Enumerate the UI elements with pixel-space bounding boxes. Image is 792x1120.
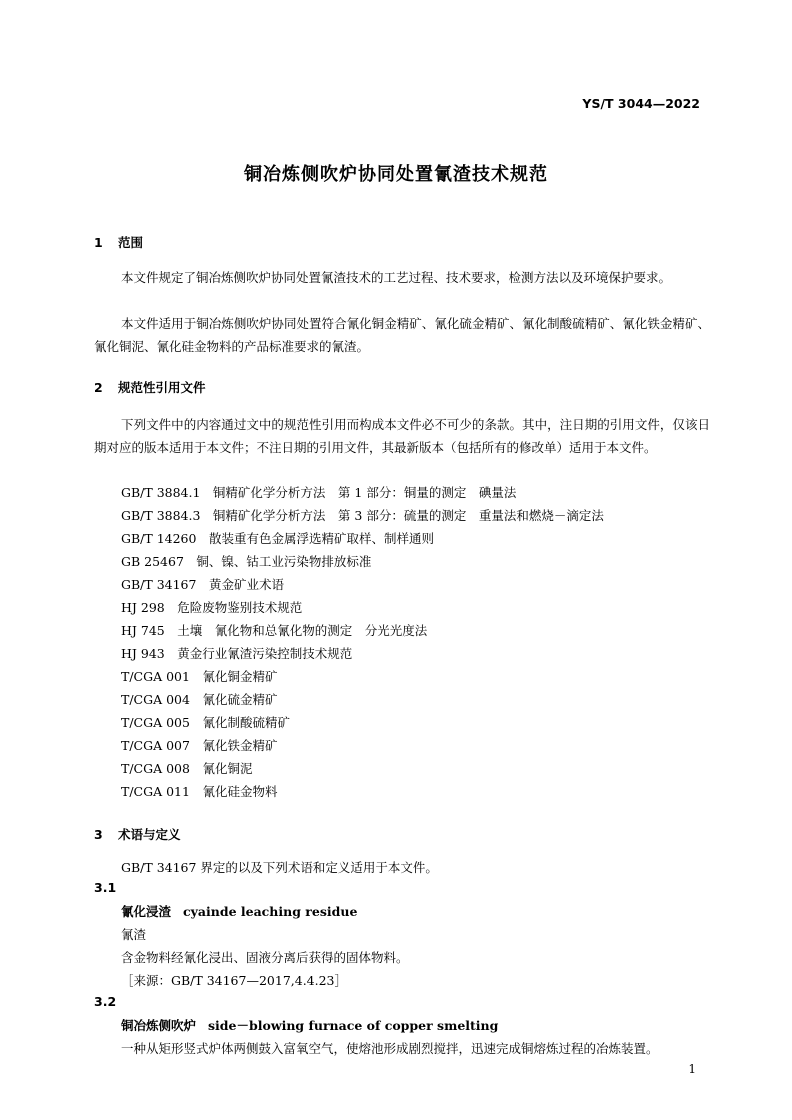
term-zh: 铜冶炼侧吹炉 <box>121 1018 197 1033</box>
section-1-paragraph-2: 本文件适用于铜冶炼侧吹炉协同处置符合氰化铜金精矿、氰化硫金精矿、氰化制酸硫精矿、氰化铁金精矿、氰化铜泥、氰化硅金物料的产品标准要求的氰渣。 <box>94 316 710 354</box>
reference-item: T/CGA 001 氰化铜金精矿 <box>121 669 278 684</box>
reference-item: T/CGA 008 氰化铜泥 <box>121 761 253 776</box>
reference-item: GB/T 14260 散装重有色金属浮选精矿取样、制样通则 <box>121 531 434 546</box>
standard-code: YS/T 3044—2022 <box>582 96 700 111</box>
term-definition: 一种从矩形竖式炉体两侧鼓入富氧空气，使熔池形成剧烈搅拌，迅速完成铜熔炼过程的冶炼装置。 <box>121 1041 659 1056</box>
reference-item: GB 25467 铜、镍、钴工业污染物排放标准 <box>121 554 372 569</box>
reference-item: GB/T 34167 黄金矿业术语 <box>121 577 284 592</box>
term-zh: 氰化浸渣 <box>121 904 172 919</box>
section-1-paragraph-1: 本文件规定了铜冶炼侧吹炉协同处置氰渣技术的工艺过程、技术要求，检测方法以及环境保护要求。 <box>121 270 672 285</box>
section-2-heading <box>94 378 206 396</box>
reference-item: T/CGA 007 氰化铁金精矿 <box>121 738 278 753</box>
reference-item: T/CGA 004 氰化硫金精矿 <box>121 692 278 707</box>
section-number: 1 <box>94 235 103 250</box>
section-3-paragraph-1: GB/T 34167 界定的以及下列术语和定义适用于本文件。 <box>121 860 438 875</box>
reference-item: HJ 745 土壤 氰化物和总氰化物的测定 分光光度法 <box>121 623 428 638</box>
section-title: 范围 <box>118 235 144 250</box>
reference-item: HJ 298 危险废物鉴别技术规范 <box>121 600 303 615</box>
reference-item: HJ 943 黄金行业氰渣污染控制技术规范 <box>121 646 353 661</box>
section-1-heading <box>94 233 143 251</box>
reference-item: GB/T 3884.1 铜精矿化学分析方法 第 1 部分：铜量的测定 碘量法 <box>121 485 517 500</box>
term-number: 3.2 <box>94 994 117 1009</box>
section-2-paragraph-1: 下列文件中的内容通过文中的规范性引用而构成本文件必不可少的条款。其中，注日期的引用文件，仅该日期对应的版本适用于本文件；不注日期的引用文件，其最新版本（包括所有的修改单）适用于本文件。 <box>94 417 710 455</box>
term-en: cyainde leaching residue <box>183 904 358 919</box>
term-source: ［来源：GB/T 34167—2017,4.4.23］ <box>121 973 348 988</box>
reference-item: T/CGA 011 氰化硅金物料 <box>121 784 278 799</box>
section-number: 3 <box>94 827 103 842</box>
section-number: 2 <box>94 380 103 395</box>
reference-item: T/CGA 005 氰化制酸硫精矿 <box>121 715 290 730</box>
section-title: 术语与定义 <box>118 827 181 842</box>
term-definition: 含金物料经氰化浸出、固液分离后获得的固体物料。 <box>121 950 409 965</box>
reference-item: GB/T 3884.3 铜精矿化学分析方法 第 3 部分：硫量的测定 重量法和燃烧－滴定法 <box>121 508 604 523</box>
section-title: 规范性引用文件 <box>118 380 206 395</box>
term-heading <box>121 902 357 920</box>
term-alternative: 氰渣 <box>121 927 147 942</box>
page-number: 1 <box>688 1062 696 1076</box>
term-heading <box>121 1016 498 1034</box>
document-title: 铜冶炼侧吹炉协同处置氰渣技术规范 <box>244 164 548 185</box>
term-number: 3.1 <box>94 880 117 895</box>
section-3-heading <box>94 825 181 843</box>
term-en: side－blowing furnace of copper smelting <box>208 1018 499 1033</box>
